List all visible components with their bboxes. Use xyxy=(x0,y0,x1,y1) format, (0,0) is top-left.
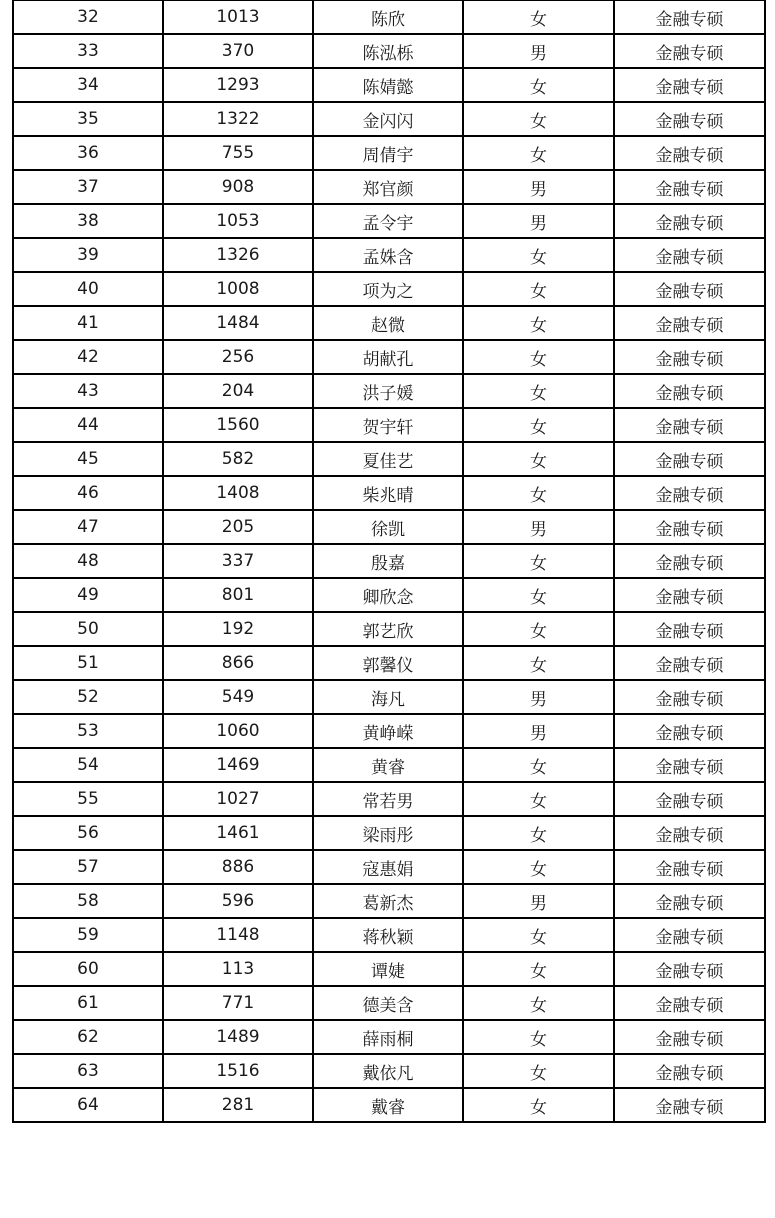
row-major-cell: 金融专硕 xyxy=(614,986,765,1020)
row-gender-cell: 女 xyxy=(463,476,614,510)
row-number-cell: 908 xyxy=(163,170,313,204)
row-major-cell: 金融专硕 xyxy=(614,204,765,238)
row-seq-cell: 49 xyxy=(13,578,163,612)
row-name-cell: 黄峥嵘 xyxy=(313,714,463,748)
row-name-cell: 周倩宇 xyxy=(313,136,463,170)
table-row xyxy=(13,612,765,646)
row-number-cell: 204 xyxy=(163,374,313,408)
row-name-cell: 葛新杰 xyxy=(313,884,463,918)
row-seq-cell: 62 xyxy=(13,1020,163,1054)
table-row xyxy=(13,374,765,408)
table-row xyxy=(13,952,765,986)
row-number-cell: 1322 xyxy=(163,102,313,136)
row-gender-cell: 女 xyxy=(463,816,614,850)
row-major-cell: 金融专硕 xyxy=(614,442,765,476)
row-number-cell: 113 xyxy=(163,952,313,986)
table-row xyxy=(13,442,765,476)
row-gender-cell: 女 xyxy=(463,782,614,816)
row-major-cell: 金融专硕 xyxy=(614,918,765,952)
row-gender-cell: 女 xyxy=(463,1088,614,1122)
row-gender-cell: 男 xyxy=(463,170,614,204)
row-name-cell: 陈婧懿 xyxy=(313,68,463,102)
row-seq-cell: 35 xyxy=(13,102,163,136)
row-seq-cell: 60 xyxy=(13,952,163,986)
row-seq-cell: 34 xyxy=(13,68,163,102)
row-seq-cell: 56 xyxy=(13,816,163,850)
row-gender-cell: 女 xyxy=(463,272,614,306)
row-number-cell: 1461 xyxy=(163,816,313,850)
row-gender-cell: 男 xyxy=(463,680,614,714)
row-major-cell: 金融专硕 xyxy=(614,374,765,408)
row-name-cell: 陈欣 xyxy=(313,1,463,35)
row-seq-cell: 59 xyxy=(13,918,163,952)
row-seq-cell: 48 xyxy=(13,544,163,578)
row-number-cell: 205 xyxy=(163,510,313,544)
row-gender-cell: 女 xyxy=(463,238,614,272)
row-number-cell: 1326 xyxy=(163,238,313,272)
row-major-cell: 金融专硕 xyxy=(614,408,765,442)
row-gender-cell: 男 xyxy=(463,714,614,748)
row-number-cell: 1408 xyxy=(163,476,313,510)
row-number-cell: 801 xyxy=(163,578,313,612)
row-number-cell: 1469 xyxy=(163,748,313,782)
row-gender-cell: 女 xyxy=(463,646,614,680)
row-number-cell: 192 xyxy=(163,612,313,646)
row-seq-cell: 47 xyxy=(13,510,163,544)
table-row xyxy=(13,136,765,170)
row-gender-cell: 女 xyxy=(463,952,614,986)
table-row xyxy=(13,408,765,442)
row-major-cell: 金融专硕 xyxy=(614,340,765,374)
row-number-cell: 1060 xyxy=(163,714,313,748)
row-major-cell: 金融专硕 xyxy=(614,476,765,510)
row-name-cell: 郑官颜 xyxy=(313,170,463,204)
row-number-cell: 886 xyxy=(163,850,313,884)
table-row xyxy=(13,680,765,714)
row-major-cell: 金融专硕 xyxy=(614,714,765,748)
row-gender-cell: 男 xyxy=(463,510,614,544)
row-seq-cell: 54 xyxy=(13,748,163,782)
table-row xyxy=(13,68,765,102)
row-seq-cell: 51 xyxy=(13,646,163,680)
row-name-cell: 戴依凡 xyxy=(313,1054,463,1088)
row-seq-cell: 37 xyxy=(13,170,163,204)
table-row xyxy=(13,238,765,272)
row-seq-cell: 61 xyxy=(13,986,163,1020)
row-number-cell: 1560 xyxy=(163,408,313,442)
row-number-cell: 596 xyxy=(163,884,313,918)
row-number-cell: 370 xyxy=(163,34,313,68)
row-number-cell: 337 xyxy=(163,544,313,578)
row-major-cell: 金融专硕 xyxy=(614,578,765,612)
table-row xyxy=(13,816,765,850)
row-name-cell: 孟姝含 xyxy=(313,238,463,272)
row-number-cell: 549 xyxy=(163,680,313,714)
row-major-cell: 金融专硕 xyxy=(614,884,765,918)
row-number-cell: 582 xyxy=(163,442,313,476)
row-number-cell: 256 xyxy=(163,340,313,374)
table-row xyxy=(13,170,765,204)
row-major-cell: 金融专硕 xyxy=(614,170,765,204)
row-major-cell: 金融专硕 xyxy=(614,1088,765,1122)
row-name-cell: 卿欣念 xyxy=(313,578,463,612)
row-major-cell: 金融专硕 xyxy=(614,1054,765,1088)
row-major-cell: 金融专硕 xyxy=(614,102,765,136)
row-name-cell: 德美含 xyxy=(313,986,463,1020)
row-gender-cell: 女 xyxy=(463,1054,614,1088)
row-name-cell: 贺宇轩 xyxy=(313,408,463,442)
roster-sheet xyxy=(12,0,764,1123)
row-seq-cell: 42 xyxy=(13,340,163,374)
row-name-cell: 柴兆晴 xyxy=(313,476,463,510)
row-major-cell: 金融专硕 xyxy=(614,238,765,272)
table-row xyxy=(13,578,765,612)
row-gender-cell: 女 xyxy=(463,442,614,476)
row-major-cell: 金融专硕 xyxy=(614,136,765,170)
table-row xyxy=(13,714,765,748)
row-number-cell: 1293 xyxy=(163,68,313,102)
row-number-cell: 1053 xyxy=(163,204,313,238)
row-gender-cell: 女 xyxy=(463,102,614,136)
table-row xyxy=(13,476,765,510)
row-name-cell: 殷嘉 xyxy=(313,544,463,578)
row-seq-cell: 39 xyxy=(13,238,163,272)
row-name-cell: 寇惠娟 xyxy=(313,850,463,884)
row-number-cell: 1013 xyxy=(163,1,313,35)
row-gender-cell: 女 xyxy=(463,748,614,782)
row-number-cell: 1484 xyxy=(163,306,313,340)
table-row xyxy=(13,918,765,952)
row-major-cell: 金融专硕 xyxy=(614,748,765,782)
row-name-cell: 赵微 xyxy=(313,306,463,340)
row-gender-cell: 女 xyxy=(463,136,614,170)
row-number-cell: 281 xyxy=(163,1088,313,1122)
row-major-cell: 金融专硕 xyxy=(614,1,765,35)
row-name-cell: 陈泓栎 xyxy=(313,34,463,68)
table-row xyxy=(13,340,765,374)
table-row xyxy=(13,204,765,238)
table-row xyxy=(13,748,765,782)
row-gender-cell: 女 xyxy=(463,408,614,442)
table-row xyxy=(13,1054,765,1088)
row-major-cell: 金融专硕 xyxy=(614,68,765,102)
row-seq-cell: 46 xyxy=(13,476,163,510)
row-gender-cell: 男 xyxy=(463,884,614,918)
table-row xyxy=(13,884,765,918)
table-row xyxy=(13,102,765,136)
table-row xyxy=(13,306,765,340)
row-seq-cell: 44 xyxy=(13,408,163,442)
row-number-cell: 1489 xyxy=(163,1020,313,1054)
row-name-cell: 郭馨仪 xyxy=(313,646,463,680)
row-seq-cell: 40 xyxy=(13,272,163,306)
table-row xyxy=(13,272,765,306)
row-name-cell: 胡献孔 xyxy=(313,340,463,374)
row-seq-cell: 55 xyxy=(13,782,163,816)
row-seq-cell: 50 xyxy=(13,612,163,646)
roster-table xyxy=(12,0,766,1123)
row-gender-cell: 男 xyxy=(463,204,614,238)
row-name-cell: 谭婕 xyxy=(313,952,463,986)
row-gender-cell: 女 xyxy=(463,986,614,1020)
row-seq-cell: 52 xyxy=(13,680,163,714)
row-number-cell: 1027 xyxy=(163,782,313,816)
row-seq-cell: 53 xyxy=(13,714,163,748)
row-seq-cell: 33 xyxy=(13,34,163,68)
row-gender-cell: 女 xyxy=(463,578,614,612)
table-row xyxy=(13,986,765,1020)
row-major-cell: 金融专硕 xyxy=(614,306,765,340)
row-major-cell: 金融专硕 xyxy=(614,34,765,68)
table-row xyxy=(13,1020,765,1054)
table-row xyxy=(13,510,765,544)
roster-table-body xyxy=(13,1,765,1123)
row-name-cell: 项为之 xyxy=(313,272,463,306)
row-number-cell: 771 xyxy=(163,986,313,1020)
row-number-cell: 1516 xyxy=(163,1054,313,1088)
table-row xyxy=(13,850,765,884)
row-seq-cell: 45 xyxy=(13,442,163,476)
row-seq-cell: 32 xyxy=(13,1,163,35)
row-major-cell: 金融专硕 xyxy=(614,272,765,306)
row-gender-cell: 女 xyxy=(463,918,614,952)
row-major-cell: 金融专硕 xyxy=(614,952,765,986)
row-major-cell: 金融专硕 xyxy=(614,646,765,680)
row-name-cell: 黄睿 xyxy=(313,748,463,782)
table-row xyxy=(13,1088,765,1122)
row-seq-cell: 36 xyxy=(13,136,163,170)
row-major-cell: 金融专硕 xyxy=(614,816,765,850)
row-name-cell: 薛雨桐 xyxy=(313,1020,463,1054)
row-gender-cell: 女 xyxy=(463,306,614,340)
row-gender-cell: 女 xyxy=(463,1020,614,1054)
row-name-cell: 徐凯 xyxy=(313,510,463,544)
row-gender-cell: 女 xyxy=(463,340,614,374)
row-name-cell: 郭艺欣 xyxy=(313,612,463,646)
row-number-cell: 755 xyxy=(163,136,313,170)
row-major-cell: 金融专硕 xyxy=(614,544,765,578)
row-number-cell: 866 xyxy=(163,646,313,680)
row-seq-cell: 41 xyxy=(13,306,163,340)
row-major-cell: 金融专硕 xyxy=(614,510,765,544)
row-number-cell: 1008 xyxy=(163,272,313,306)
row-major-cell: 金融专硕 xyxy=(614,850,765,884)
row-major-cell: 金融专硕 xyxy=(614,612,765,646)
row-name-cell: 梁雨彤 xyxy=(313,816,463,850)
row-name-cell: 海凡 xyxy=(313,680,463,714)
table-row xyxy=(13,646,765,680)
row-gender-cell: 男 xyxy=(463,34,614,68)
row-gender-cell: 女 xyxy=(463,68,614,102)
row-gender-cell: 女 xyxy=(463,612,614,646)
row-major-cell: 金融专硕 xyxy=(614,680,765,714)
row-seq-cell: 38 xyxy=(13,204,163,238)
row-name-cell: 蒋秋颖 xyxy=(313,918,463,952)
row-name-cell: 夏佳艺 xyxy=(313,442,463,476)
table-row xyxy=(13,544,765,578)
row-gender-cell: 女 xyxy=(463,544,614,578)
row-gender-cell: 女 xyxy=(463,374,614,408)
row-number-cell: 1148 xyxy=(163,918,313,952)
table-row xyxy=(13,782,765,816)
row-seq-cell: 63 xyxy=(13,1054,163,1088)
table-row xyxy=(13,34,765,68)
row-name-cell: 金闪闪 xyxy=(313,102,463,136)
row-gender-cell: 女 xyxy=(463,1,614,35)
row-major-cell: 金融专硕 xyxy=(614,1020,765,1054)
row-name-cell: 戴睿 xyxy=(313,1088,463,1122)
row-seq-cell: 58 xyxy=(13,884,163,918)
row-seq-cell: 57 xyxy=(13,850,163,884)
row-gender-cell: 女 xyxy=(463,850,614,884)
row-name-cell: 常若男 xyxy=(313,782,463,816)
row-name-cell: 孟令宇 xyxy=(313,204,463,238)
row-name-cell: 洪子媛 xyxy=(313,374,463,408)
table-row xyxy=(13,1,765,35)
row-major-cell: 金融专硕 xyxy=(614,782,765,816)
row-seq-cell: 43 xyxy=(13,374,163,408)
row-seq-cell: 64 xyxy=(13,1088,163,1122)
